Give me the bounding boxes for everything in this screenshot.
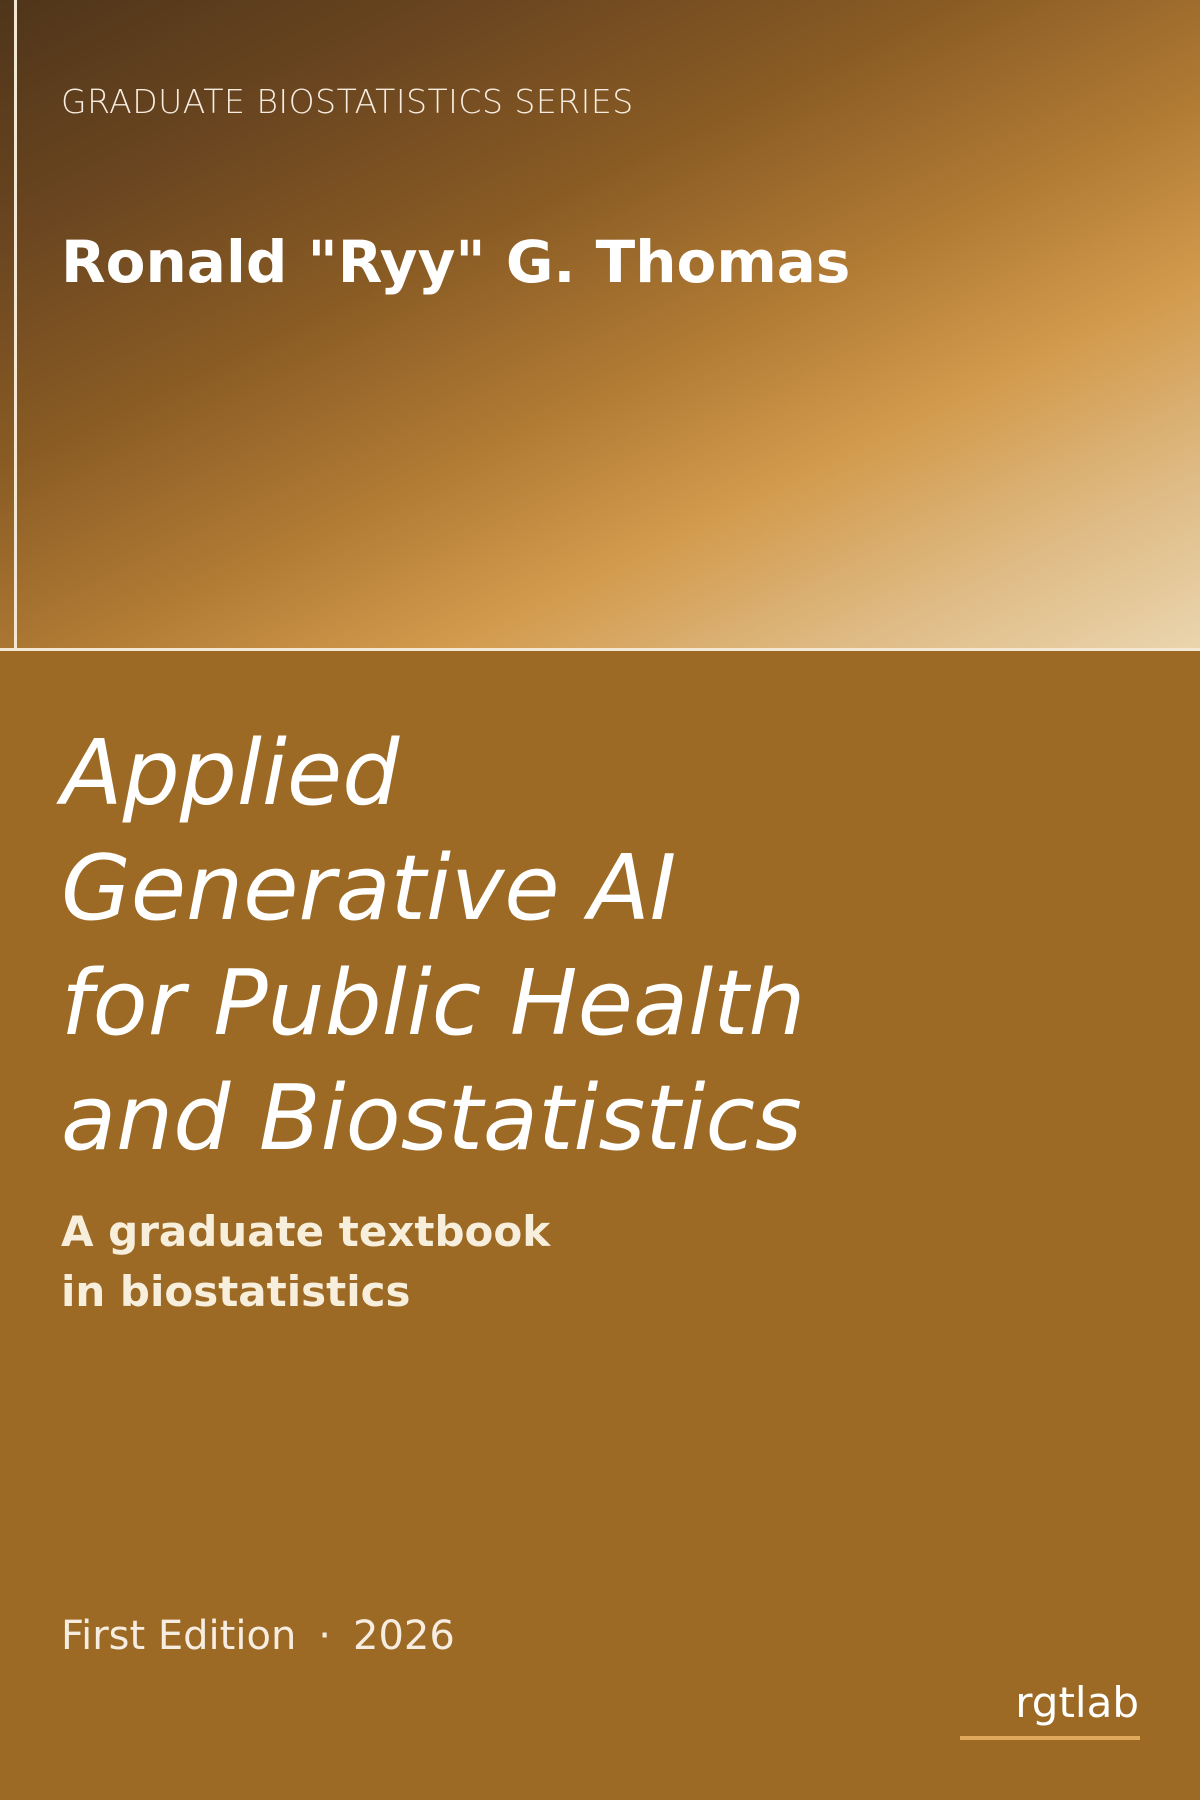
series-name: GRADUATE BIOSTATISTICS SERIES: [61, 82, 634, 121]
author-name: Ronald "Ryy" G. Thomas: [61, 228, 851, 296]
publisher-name: rgtlab: [1015, 1678, 1139, 1727]
title-line: Applied: [61, 721, 400, 826]
edition-label: First Edition: [61, 1613, 297, 1659]
subtitle-line: in biostatistics: [61, 1267, 411, 1316]
book-subtitle: [61, 1202, 550, 1322]
publisher-underline: [960, 1736, 1140, 1740]
horizontal-divider-rule: [0, 648, 1200, 651]
title-line: and Biostatistics: [61, 1066, 802, 1171]
left-vertical-rule: [14, 0, 17, 648]
subtitle-line: A graduate textbook: [61, 1207, 551, 1256]
edition-separator: ·: [318, 1613, 332, 1659]
title-line: Generative AI: [61, 836, 677, 941]
edition-line: [61, 1613, 455, 1659]
edition-year: 2026: [353, 1613, 455, 1659]
book-title: [61, 716, 805, 1176]
title-line: for Public Health: [61, 951, 806, 1056]
